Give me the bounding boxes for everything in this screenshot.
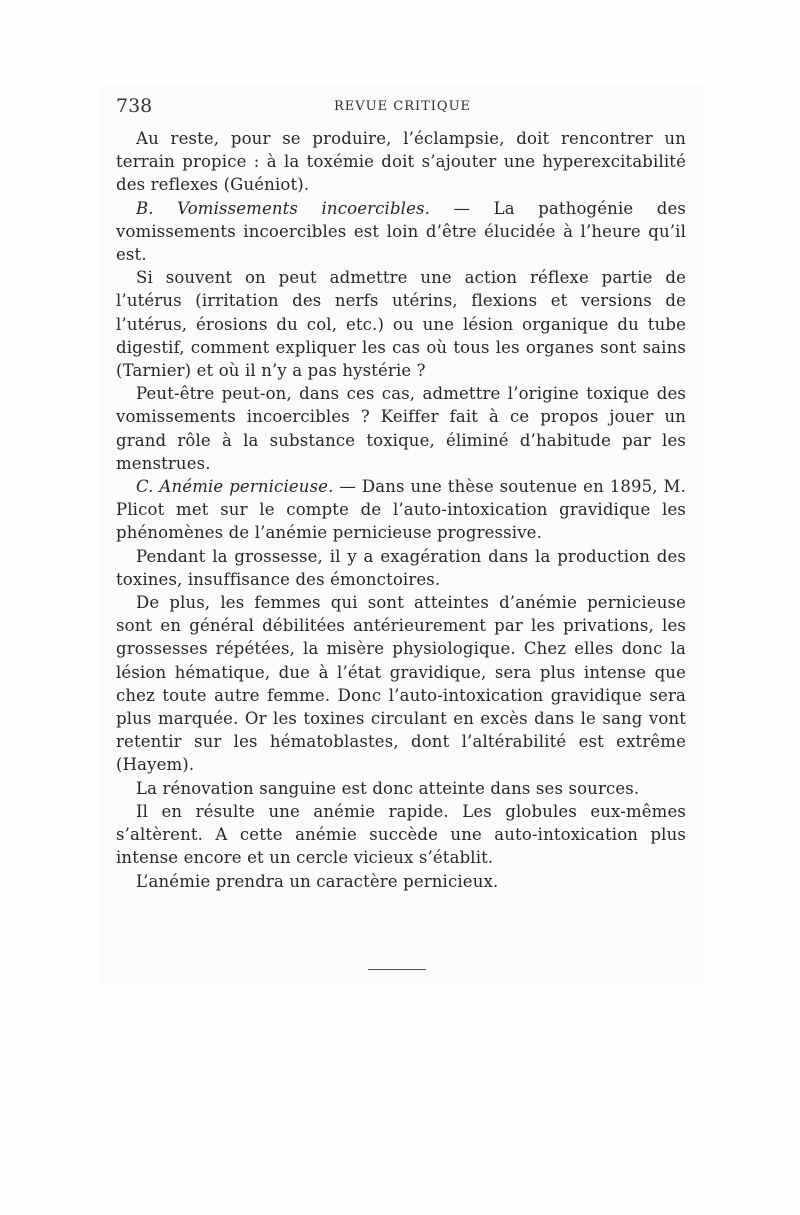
- paragraph: La rénovation sanguine est donc atteinte dans ses sources.: [136, 778, 640, 798]
- paragraph: Peut-être peut-on, dans ces cas, admettre l’origine toxique des vomissements incoercibles ? Keiffer fait à ce propos jouer un grand rôle à la substance toxique, éliminé d’habitude par les menstrues.: [116, 384, 686, 473]
- paragraph: Au reste, pour se produire, l’éclampsie, doit rencontrer un terrain propice : à la toxémie doit s’ajouter une hyperexcitabilité des reflexes (Guéniot).: [116, 129, 686, 195]
- running-title: REVUE CRITIQUE: [334, 99, 472, 114]
- paragraph: De plus, les femmes qui sont atteintes d’anémie pernicieuse sont en général débilitées antérieurement par les privations, les grossesses répétées, la misère physiologique. Chez elles donc la lésion hématique, due à l’état gravidique, sera plus intense que chez toute autre femme. Donc l’auto-intoxication gravidique sera plus marquée. Or les toxines circulant en excès dans le sang vont retentir sur les hématoblastes, dont l’altérabilité est extrême (Hayem).: [116, 593, 686, 775]
- section-heading: C. Anémie pernicieuse.: [136, 477, 334, 497]
- paragraph: Si souvent on peut admettre une action réflexe partie de l’utérus (irritation des nerfs utérins, flexions et versions de l’utérus, érosions du col, etc.) ou une lésion organique du tube digestif, comment expliquer les cas où tous les organes sont sains (Tarnier) et où il n’y a pas hystérie ?: [116, 268, 686, 381]
- paragraph: Il en résulte une anémie rapide. Les globules eux-mêmes s’altèrent. A cette anémie succède une auto-intoxication plus intense encore et un cercle vicieux s’établit.: [116, 801, 686, 868]
- paragraph: L’anémie prendra un caractère pernicieux.: [136, 871, 499, 891]
- section-end-rule: [368, 969, 426, 970]
- page-header: [116, 94, 686, 120]
- paragraph: C. Anémie pernicieuse. — Dans une thèse soutenue en 1895, M. Plicot met sur le compte de l’auto-intoxication gravidique les phénomènes de l’anémie pernicieuse progressive.: [116, 477, 686, 543]
- body-text: [116, 127, 686, 893]
- section-heading: B. Vomissements incoercibles.: [136, 198, 431, 218]
- paragraph: Pendant la grossesse, il y a exagération dans la production des toxines, insuffisance des émonctoires.: [116, 546, 686, 589]
- paragraph: B. Vomissements incoercibles. — La pathogénie des vomissements incoercibles est loin d’être élucidée à l’heure qu’il est.: [116, 198, 686, 265]
- page-number: 738: [116, 95, 153, 117]
